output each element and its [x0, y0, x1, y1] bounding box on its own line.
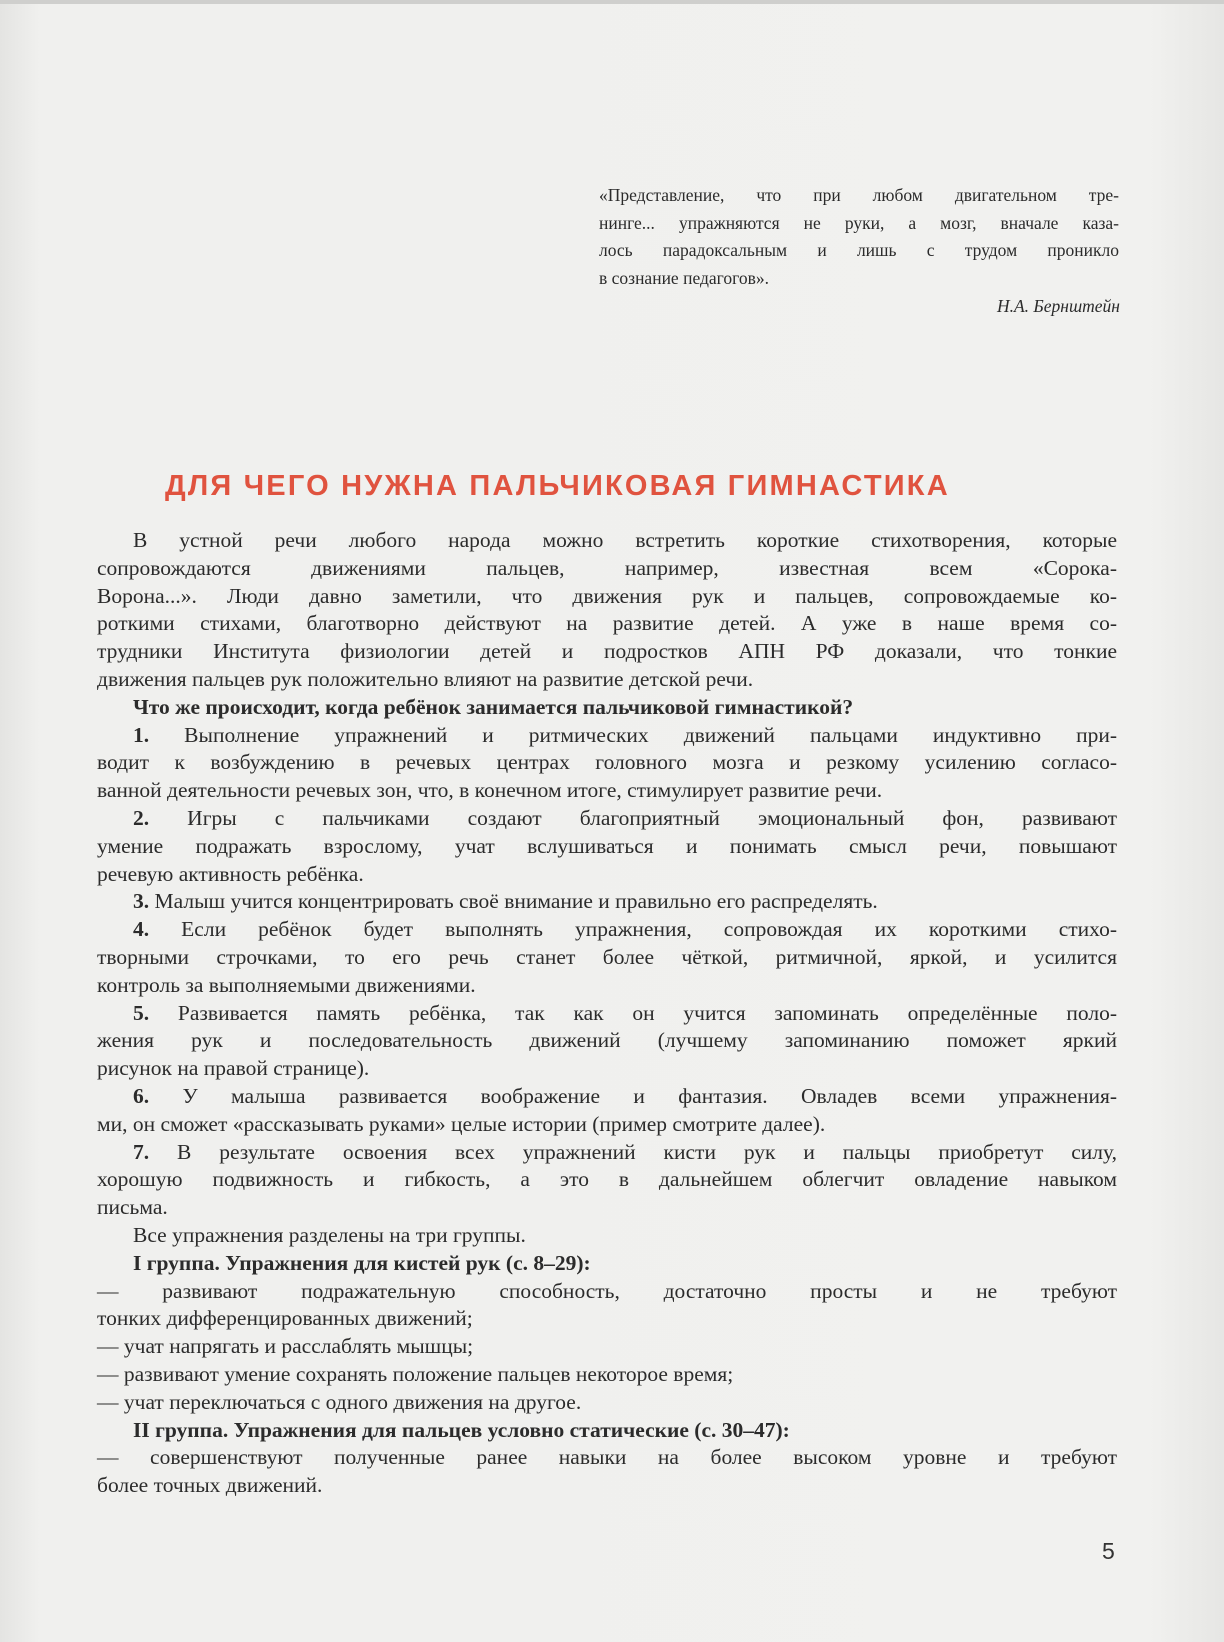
item-number: 1.	[133, 722, 150, 747]
line-text: — развивают умение сохранять положение пальцев некоторое время;	[97, 1361, 734, 1386]
text-line	[97, 1472, 1117, 1500]
line-text: движения пальцев рук положительно влияют на развитие детской речи.	[97, 666, 754, 691]
paragraph	[97, 1444, 1117, 1500]
line-text: роткими стихами, благотворно действуют на развитие детей. А уже в наше время со-	[97, 611, 1117, 636]
paragraph	[97, 1389, 1117, 1417]
line-text: творными строчками, то его речь станет более чёткой, ритмичной, яркой, и усилится	[97, 944, 1117, 969]
line-text: контроль за выполняемыми движениями.	[97, 972, 476, 997]
bold-heading-paragraph	[97, 1417, 1117, 1445]
paragraph	[97, 1361, 1117, 1389]
line-text: Развивается память ребёнка, так как он учится запоминать определённые поло-	[177, 1000, 1117, 1025]
line-text: рисунок на правой странице).	[97, 1056, 370, 1081]
line-text: речевую активность ребёнка.	[97, 861, 364, 886]
text-line	[97, 972, 1117, 1000]
text-line	[97, 1055, 1117, 1083]
line-text: Что же происходит, когда ребёнок занимается пальчиковой гимнастикой?	[133, 694, 854, 719]
body-text	[97, 527, 1117, 1500]
text-line	[97, 749, 1117, 777]
item-number: 2.	[133, 805, 150, 830]
quote-line: лось парадоксальным и лишь с трудом проникло	[599, 240, 1119, 260]
line-text: жения рук и последовательность движений (лучшему запоминанию поможет яркий	[97, 1028, 1117, 1053]
text-line	[97, 1278, 1117, 1306]
quote-author: Н.А. Бернштейн	[996, 296, 1120, 316]
line-text: II группа. Упражнения для пальцев условно статические (с. 30–47):	[133, 1417, 790, 1442]
line-text: хорошую подвижность и гибкость, а это в дальнейшем облегчит овладение навыком	[97, 1167, 1117, 1192]
item-number: 4.	[133, 917, 150, 942]
line-text: умение подражать взрослому, учат вслушиваться и понимать смысл речи, повышают	[97, 833, 1117, 858]
text-line	[97, 1083, 1117, 1111]
line-text: Выполнение упражнений и ритмических движений пальцами индуктивно при-	[184, 722, 1118, 747]
line-text: Если ребёнок будет выполнять упражнения, сопровождая их короткими стихо-	[181, 917, 1117, 942]
line-text: У малыша развивается воображение и фантазия. Овладев всеми упражнения-	[182, 1083, 1117, 1108]
text-line	[97, 1333, 1117, 1361]
numbered-paragraph	[97, 916, 1117, 999]
section-title: ДЛЯ ЧЕГО НУЖНА ПАЛЬЧИКОВАЯ ГИМНАСТИКА	[165, 470, 950, 502]
line-text: Игры с пальчиками создают благоприятный эмоциональный фон, развивают	[187, 805, 1117, 830]
text-line	[97, 1000, 1117, 1028]
text-line	[97, 888, 1117, 916]
line-text: водит к возбуждению в речевых центрах головного мозга и резкому усилению согласо-	[97, 750, 1117, 775]
text-line	[97, 1250, 1117, 1278]
text-line	[97, 583, 1117, 611]
numbered-paragraph	[97, 888, 1117, 916]
text-line	[97, 527, 1117, 555]
line-text: В устной речи любого народа можно встретить короткие стихотворения, которые	[133, 528, 1117, 552]
text-line	[97, 1305, 1117, 1333]
line-text: — учат переключаться с одного движения на другое.	[97, 1389, 582, 1414]
bold-heading-paragraph	[97, 1250, 1117, 1278]
paragraph	[97, 1333, 1117, 1361]
numbered-paragraph	[97, 722, 1117, 805]
line-text: Малыш учится концентрировать своё внимание и правильно его распределять.	[154, 889, 878, 914]
text-line	[97, 694, 1117, 722]
paragraph	[97, 1278, 1117, 1334]
text-line	[97, 916, 1117, 944]
numbered-paragraph	[97, 1083, 1117, 1139]
line-text: Ворона...». Люди давно заметили, что движения рук и пальцев, сопровождаемые ко-	[97, 583, 1117, 608]
text-line	[97, 555, 1117, 583]
page-number: 5	[1102, 1538, 1115, 1564]
text-line	[97, 944, 1117, 972]
text-line	[97, 833, 1117, 861]
text-line	[97, 638, 1117, 666]
text-line	[97, 1027, 1117, 1055]
quote-line: нинге... упражняются не руки, а мозг, вначале каза-	[599, 212, 1119, 233]
paragraph	[97, 1222, 1117, 1250]
item-number: 6.	[133, 1083, 150, 1108]
item-number: 5.	[133, 1000, 150, 1025]
text-line	[97, 610, 1117, 638]
line-text: В результате освоения всех упражнений кисти рук и пальцы приобретут силу,	[177, 1139, 1117, 1164]
paragraph	[97, 527, 1117, 694]
text-line	[97, 1139, 1117, 1167]
epigraph-quote	[599, 182, 1119, 292]
text-line	[97, 666, 1117, 694]
line-text: ми, он сможет «рассказывать руками» целые истории (пример смотрите далее).	[97, 1111, 826, 1136]
numbered-paragraph	[97, 1000, 1117, 1083]
text-line	[97, 805, 1117, 833]
page-top-edge	[0, 0, 1224, 4]
text-line	[97, 777, 1117, 805]
line-text: сопровождаются движениями пальцев, например, известная всем «Сорока-	[97, 555, 1117, 580]
line-text: Все упражнения разделены на три группы.	[133, 1222, 526, 1247]
bold-heading-paragraph	[97, 694, 1117, 722]
text-line	[97, 1222, 1117, 1250]
line-text: письма.	[97, 1195, 168, 1220]
item-number: 3.	[133, 889, 150, 914]
text-line	[97, 722, 1117, 750]
text-line	[97, 1417, 1117, 1445]
line-text: трудники Института физиологии детей и подростков АПН РФ доказали, что тонкие	[97, 639, 1117, 664]
text-line	[97, 1444, 1117, 1472]
numbered-paragraph	[97, 805, 1117, 888]
text-line	[97, 1166, 1117, 1194]
line-text: — учат напрягать и расслаблять мышцы;	[97, 1334, 474, 1359]
line-text: — развивают подражательную способность, достаточно просты и не требуют	[97, 1278, 1117, 1303]
text-line	[97, 861, 1117, 889]
text-line	[97, 1389, 1117, 1417]
line-text: I группа. Упражнения для кистей рук (с. 8–29):	[133, 1250, 591, 1275]
line-text: тонких дифференцированных движений;	[97, 1306, 473, 1331]
text-line	[97, 1361, 1117, 1389]
text-line	[97, 1194, 1117, 1222]
line-text: более точных движений.	[97, 1473, 323, 1498]
line-text: ванной деятельности речевых зон, что, в конечном итоге, стимулирует развитие речи.	[97, 778, 883, 803]
numbered-paragraph	[97, 1139, 1117, 1222]
quote-line: в сознание педагогов».	[599, 267, 770, 288]
quote-line: «Представление, что при любом двигательном тре-	[599, 185, 1119, 205]
text-line	[97, 1111, 1117, 1139]
line-text: — совершенствуют полученные ранее навыки на более высоком уровне и требуют	[97, 1445, 1117, 1470]
item-number: 7.	[133, 1139, 150, 1164]
